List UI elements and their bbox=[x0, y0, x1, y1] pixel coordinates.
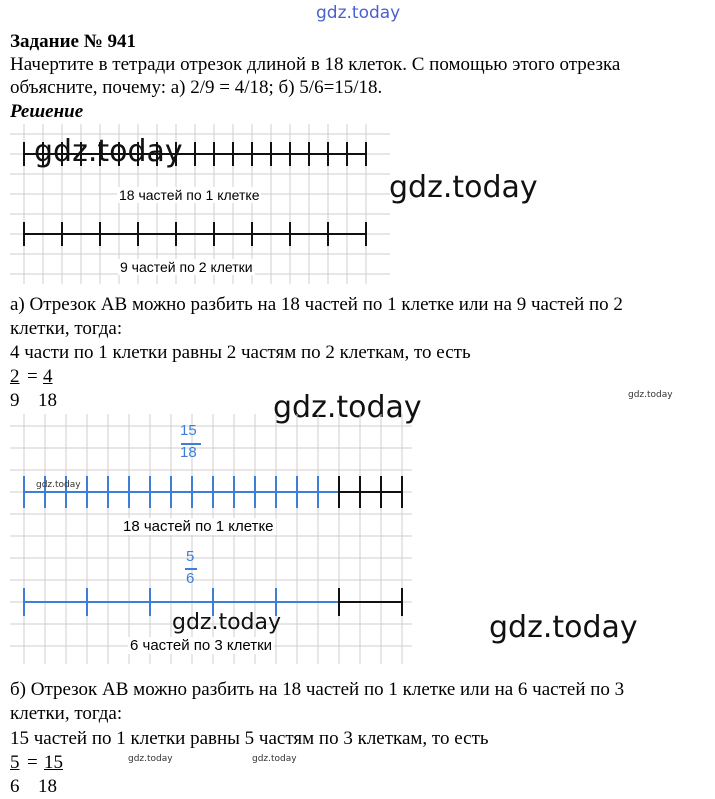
watermark-figure2-small: gdz.today bbox=[36, 480, 81, 490]
part-a-equals: = bbox=[27, 366, 38, 387]
part-a-frac-left-den: 9 bbox=[10, 390, 20, 411]
figure2-frac-top-num: 15 bbox=[180, 422, 197, 439]
part-b-line2: клетки, тогда: bbox=[10, 703, 123, 724]
watermark-right-1: gdz.today bbox=[389, 170, 538, 205]
part-a-frac-left-num: 2 bbox=[10, 366, 20, 387]
figure2-caption-bottom: 6 частей по 3 клетки bbox=[130, 637, 273, 654]
part-b-frac-right-den: 18 bbox=[38, 776, 57, 797]
part-b-equals: = bbox=[27, 752, 38, 773]
part-b-frac-left-den: 6 bbox=[10, 776, 20, 797]
part-b-line1: б) Отрезок АВ можно разбить на 18 частей по 1 клетке или на 6 частей по 3 bbox=[10, 679, 625, 700]
part-b-frac-right-num: 15 bbox=[44, 752, 63, 773]
watermark-figure1-overlay: gdz.today bbox=[34, 134, 183, 169]
segment2-black-part bbox=[339, 476, 402, 508]
segment3-black-part bbox=[339, 588, 402, 616]
watermark-small-bottom-2: gdz.today bbox=[252, 754, 297, 764]
figure1-caption-bottom: 9 частей по 2 клетки bbox=[120, 259, 253, 275]
watermark-figure2-mid: gdz.today bbox=[172, 610, 282, 635]
part-a-frac-right-den: 18 bbox=[38, 390, 57, 411]
watermark-right-2: gdz.today bbox=[489, 610, 638, 645]
watermark-center: gdz.today bbox=[273, 390, 422, 425]
part-a-line1: а) Отрезок АВ можно разбить на 18 частей по 1 клетке или на 9 частей по 2 bbox=[10, 294, 623, 315]
figure2-frac-mid-num: 5 bbox=[186, 548, 195, 565]
figure1-caption-top: 18 частей по 1 клетке bbox=[119, 187, 260, 203]
figure2-frac-mid-den: 6 bbox=[186, 570, 195, 587]
task-title: Задание № 941 bbox=[10, 31, 137, 52]
part-b-line3: 15 частей по 1 клетки равны 5 частям по 3 клеткам, то есть bbox=[10, 728, 489, 749]
watermark-top: gdz.today bbox=[316, 3, 401, 23]
solution-label: Решение bbox=[10, 101, 84, 122]
watermark-small-bottom-1: gdz.today bbox=[128, 754, 173, 764]
figure2-caption-top: 18 частей по 1 клетке bbox=[123, 518, 274, 535]
task-text-line1: Начертите в тетради отрезок длиной в 18 клеток. С помощью этого отрезка bbox=[10, 54, 621, 75]
part-a-line2: клетки, тогда: bbox=[10, 318, 123, 339]
part-b-frac-left-num: 5 bbox=[10, 752, 20, 773]
part-a-frac-right-num: 4 bbox=[43, 366, 53, 387]
figure2-frac-top-den: 18 bbox=[180, 444, 197, 461]
part-a-line3: 4 части по 1 клетки равны 2 частям по 2 клеткам, то есть bbox=[10, 342, 471, 363]
task-text-line2: объясните, почему: а) 2/9 = 4/18; б) 5/6=15/18. bbox=[10, 77, 383, 98]
watermark-small-right: gdz.today bbox=[628, 390, 673, 400]
